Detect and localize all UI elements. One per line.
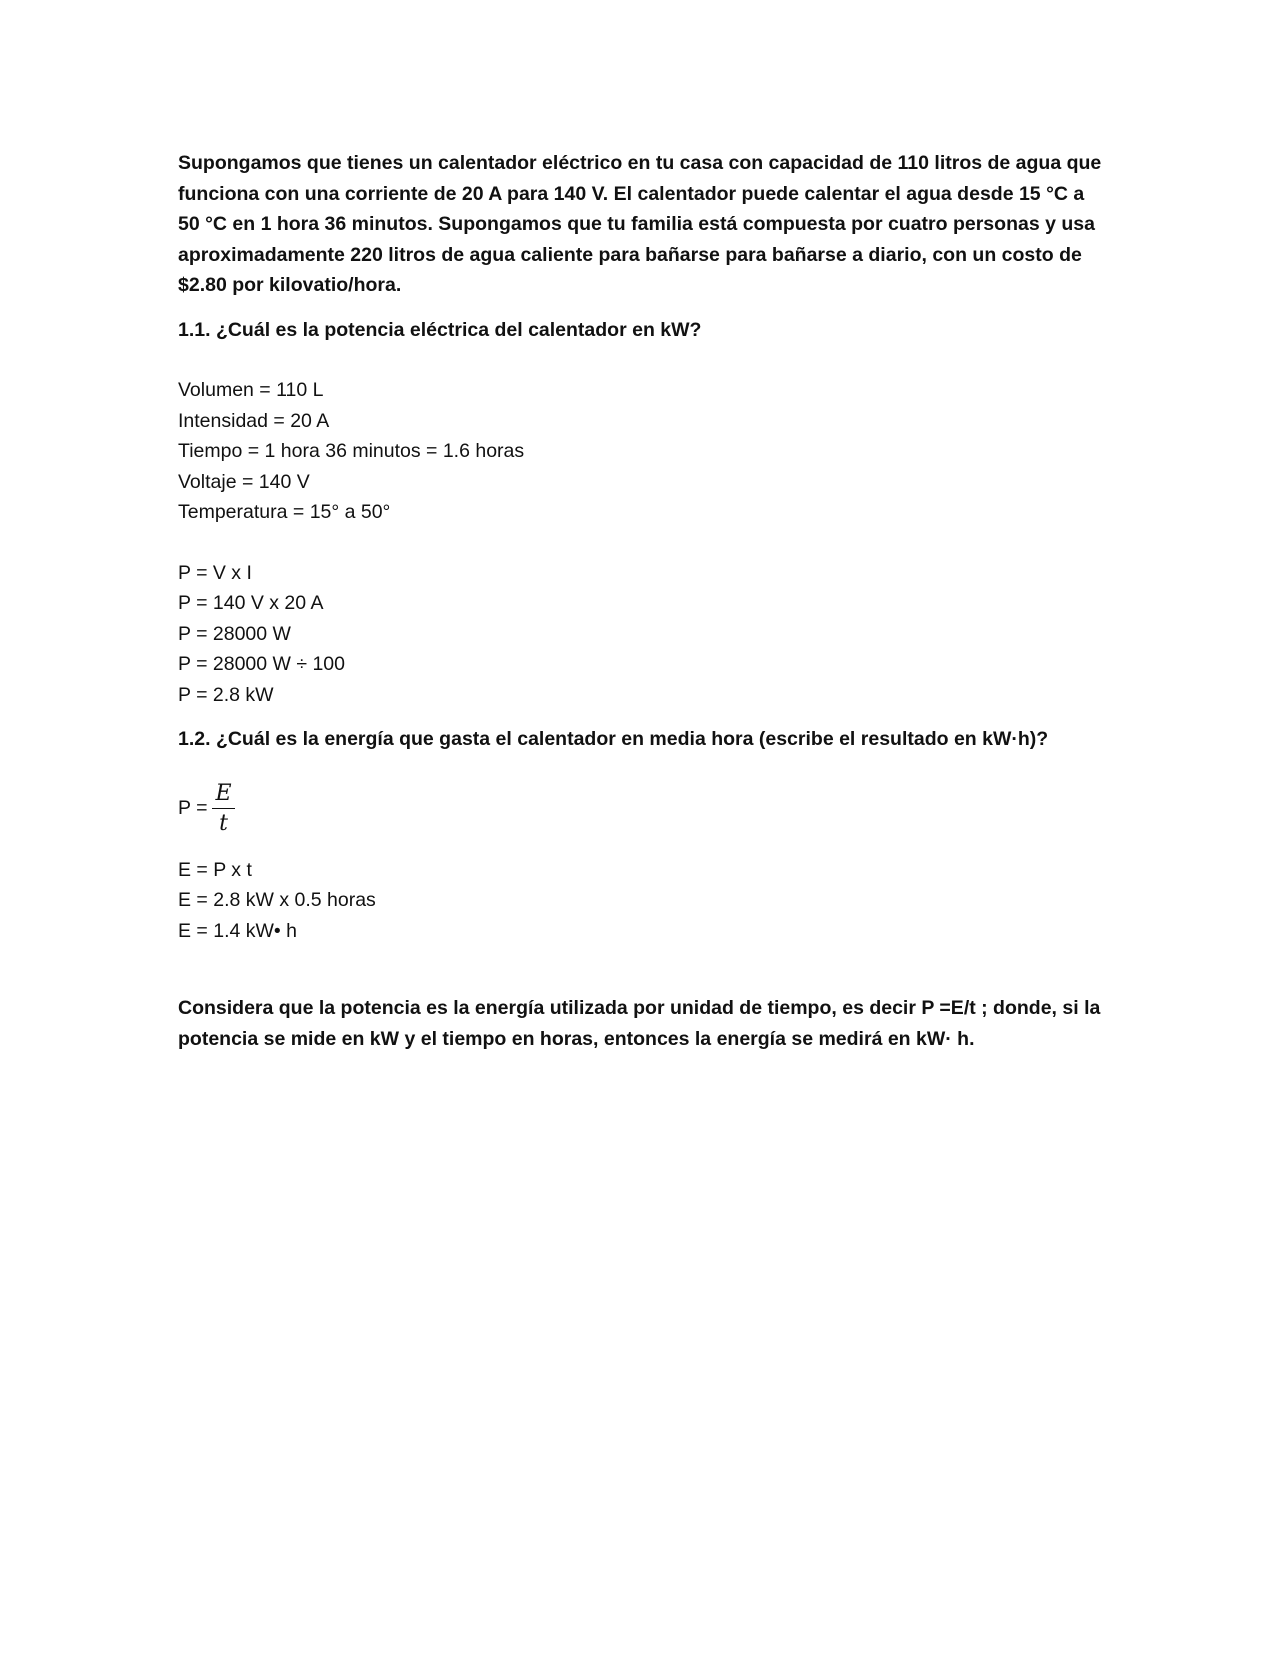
question-1: 1.1. ¿Cuál es la potencia eléctrica del calentador en kW? (178, 318, 702, 341)
given-data-line: Intensidad = 20 A (178, 409, 330, 432)
intro-paragraph: Supongamos que tienes un calentador eléctrico en tu casa con capacidad de 110 litros de agua que funciona con una corriente de 20 A para 140 V. El calentador puede calentar el agua desde 15 °C a 50 °C en 1 hora 36 minutos. Supongamos que tu familia está compuesta por cuatro personas y usa aproximadamente 220 litros de agua caliente para bañarse para bañarse a diario, con un costo de $2.80 por kilovatio/hora. (178, 152, 1102, 296)
energy-formula-line: E = 2.8 kW x 0.5 horas (178, 889, 376, 911)
fraction-numerator: E (212, 780, 234, 809)
energy-calculation (178, 855, 1108, 947)
energy-formula-line: E = P x t (178, 858, 252, 881)
given-data-line: Tiempo = 1 hora 36 minutos = 1.6 horas (178, 440, 525, 462)
power-formula-line: P = V x I (178, 561, 252, 584)
given-data-line: Voltaje = 140 V (178, 470, 310, 493)
question-2: 1.2. ¿Cuál es la energía que gasta el calentador en media hora (escribe el resultado en kW·h)? (178, 728, 1049, 750)
power-formula-line: P = 28000 W ÷ 100 (178, 653, 345, 675)
fraction-denominator: t (219, 811, 228, 836)
given-data-line: Temperatura = 15° a 50° (178, 501, 391, 523)
fraction (212, 780, 234, 837)
fraction-prefix: P = (178, 797, 208, 820)
power-formula-line: P = 28000 W (178, 622, 291, 645)
given-data-line: Volumen = 110 L (178, 379, 324, 401)
power-formula-line: P = 2.8 kW (178, 683, 274, 706)
power-formula-line: P = 140 V x 20 A (178, 592, 324, 614)
power-fraction-formula (178, 777, 1108, 841)
energy-formula-line: E = 1.4 kW• h (178, 919, 297, 942)
power-calculation (178, 558, 1108, 711)
note-paragraph: Considera que la potencia es la energía utilizada por unidad de tiempo, es decir P =E/t ; donde, si la potencia se mide en kW y el tiempo en horas, entonces la energía se medirá en kW· h. (178, 997, 1101, 1050)
given-data-list (178, 375, 1108, 528)
document-content (178, 148, 1108, 1054)
